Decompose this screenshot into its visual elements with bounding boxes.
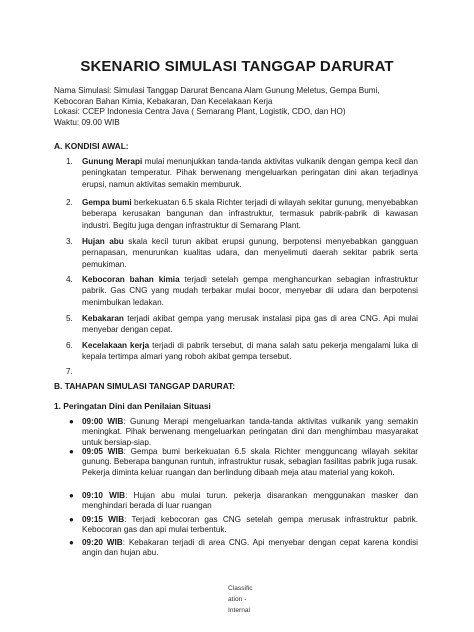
list-item-number: 6. <box>66 341 73 350</box>
bullet-icon: ● <box>69 447 74 456</box>
footer-line: Internal <box>228 607 250 614</box>
bullet-text: : Gunung Merapi mengeluarkan tanda-tanda aktivitas vulkanik yang semakin meningkat. Pihak berwenang mengeluarkan peringatan dini dan menghimbau masyarakat untuk bersiap-siap. <box>82 417 419 447</box>
bullet-icon: ● <box>69 491 74 500</box>
list-item-bold: Kebakaran <box>82 314 124 323</box>
list-item-number: 4. <box>66 275 73 284</box>
info-line-location: Lokasi: CCEP Indonesia Centra Java ( Semarang Plant, Logistik, CDO, dan HO) <box>54 107 346 117</box>
footer-line: Classific <box>228 585 253 592</box>
list-item-bold: Kebocoran bahan kimia <box>82 275 180 284</box>
list-item-number: 3. <box>66 237 73 246</box>
list-item-text: terjadi di pabrik tersebut, di mana salah satu pekerja mengalami luka di kepala tertimpa almari yang roboh akibat gempa tersebut. <box>82 341 418 362</box>
bullet-time: 09:05 WIB <box>82 447 124 456</box>
bullet-text: : Gempa bumi berkekuatan 6.5 skala Richter mengguncang wilayah sekitar gunung. Beberapa bangunan runtuh, infrastruktur rusak, sebagian fasilitas pabrik juga rusak. Pekerja diminta keluar ruangan dan berlindung dibaah meja atau material yang kokoh. <box>82 447 418 477</box>
document-title: SKENARIO SIMULASI TANGGAP DARURAT <box>80 58 394 75</box>
footer-line: ation - <box>228 596 247 603</box>
bullet-icon: ● <box>69 538 74 547</box>
info-line-name-cont: Kebocoran Bahan Kimia, Kebakaran, Dan Kecelakaan Kerja <box>54 96 273 106</box>
bullet-icon: ● <box>69 515 74 524</box>
list-item-bold: Gempa bumi <box>82 198 132 207</box>
info-line-time: Waktu: 09.00 WIB <box>54 117 120 127</box>
list-item-bold: Gunung Merapi <box>82 157 143 166</box>
list-item-text: terjadi akibat gempa yang merusak instalasi pipa gas di area CNG. Api mulai menyebar dengan cepat. <box>82 314 418 335</box>
bullet-time: 09:20 WIB <box>82 538 123 547</box>
bullet-time: 09:15 WIB <box>82 515 125 524</box>
list-item-bold: Hujan abu <box>82 237 124 246</box>
bullet-text: : Terjadi kebocoran gas CNG setelah gempa merusak infrastruktur pabrik. Kebocoran gas dan api mulai terbentuk. <box>82 515 418 535</box>
bullet-icon: ● <box>69 417 74 426</box>
classification-footer <box>228 583 253 616</box>
bullet-time: 09:10 WIB <box>82 491 126 500</box>
list-item-text: terjadi setelah gempa menghancurkan sebagian infrastruktur pabrik. Gas CNG yang mudah terbakar mulai bocor, menyebar dii udara dan berpotensi menimbulkan ledakan. <box>82 275 418 307</box>
list-item-number: 1. <box>66 157 73 166</box>
list-item-text: berkekuatan 6.5 skala Richter terjadi di wilayah sekitar gunung, menyebabkan beberapa kerusakan bangunan dan infrastruktur, termasuk pabrik-pabrik di kawasan industri. Begitu juga dengan infrastruktur di Semarang Plant. <box>82 198 418 230</box>
subsection-heading: 1. Peringatan Dini dan Penilaian Situasi <box>54 401 211 411</box>
list-item-bold: Kecelakaan kerja <box>82 341 150 350</box>
bullet-text: : Hujan abu mulai turun. pekerja disarankan menggunakan masker dan menghindari berada di luar ruangan <box>82 491 418 511</box>
bullet-text: : Kebakaran terjadi di area CNG. Api menyebar dengan cepat karena kondisi angin dan hujan abu. <box>82 538 418 558</box>
section-b-heading: B. TAHAPAN SIMULASI TANGGAP DARURAT: <box>54 381 236 391</box>
bullet-time: 09:00 WIB <box>82 417 124 426</box>
section-a-heading: A. KONDISI AWAL: <box>54 141 129 151</box>
list-item-number: 7. <box>66 367 73 376</box>
simulation-info <box>54 86 424 128</box>
info-line-name: Nama Simulasi: Simulasi Tanggap Darurat Bencana Alam Gunung Meletus, Gempa Bumi, <box>54 86 380 95</box>
list-item-number: 2. <box>66 198 73 207</box>
list-item-number: 5. <box>66 314 73 323</box>
list-item-text: skala kecil turun akibat erupsi gunung, berpotensi menyebabkan gangguan pernapasan, menurunkan kualitas udara, dan menyelimuti daerah sekitar pabrik serta pemukiman. <box>82 237 418 269</box>
list-item-text: mulai menunjukkan tanda-tanda aktivitas vulkanik dengan gempa kecil dan peningkatan temperatur. Pihak berwenang mengeluarkan peringatan dini akan terjadinya erupsi, namun aktivitas semakin memburuk. <box>82 157 418 189</box>
